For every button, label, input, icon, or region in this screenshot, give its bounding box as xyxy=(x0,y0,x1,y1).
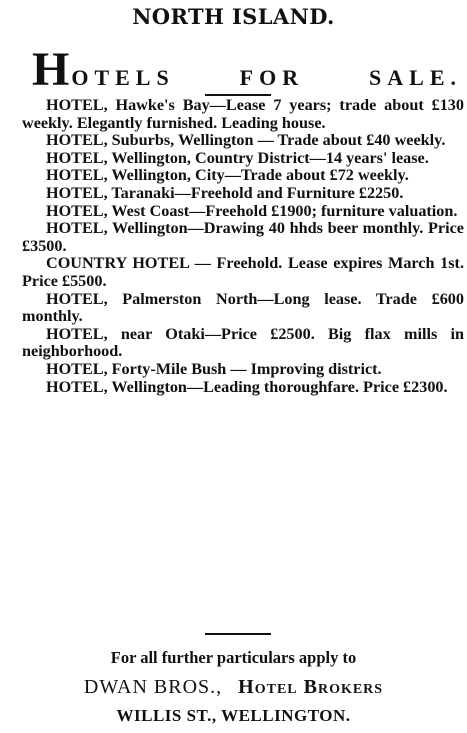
hotel-listings xyxy=(22,97,464,617)
contact-instruction: For all further particulars apply to xyxy=(110,648,357,667)
headline-word-for: FOR xyxy=(239,65,305,90)
headline-word-hotels xyxy=(32,43,175,96)
listing-item: HOTEL, Wellington—Leading thoroughfare. Price £2300. xyxy=(46,377,448,396)
headline-word-sale: SALE. xyxy=(369,65,462,90)
listing-item: HOTEL, Suburbs, Wellington — Trade about £40 weekly. xyxy=(46,131,446,150)
listing-item: HOTEL, Hawke's Bay—Lease 7 years; trade about £130 weekly. Elegantly furnished. Leading house. xyxy=(22,96,464,132)
listing-item: HOTEL, Taranaki—Freehold and Furniture £2250. xyxy=(46,183,404,202)
listing-item: HOTEL, Forty-Mile Bush — Improving district. xyxy=(46,359,382,378)
broker-address: WILLIS ST., WELLINGTON. xyxy=(116,706,351,725)
listing-item: HOTEL, Wellington, City—Trade about £72 weekly. xyxy=(46,166,409,185)
listing-item: HOTEL, West Coast—Freehold £1900; furniture valuation. xyxy=(46,201,458,220)
listing-item: COUNTRY HOTEL — Freehold. Lease expires March 1st. Price £5500. xyxy=(22,254,464,290)
listing-item: HOTEL, near Otaki—Price £2500. Big flax mills in neighborhood. xyxy=(22,324,464,361)
listing-item: HOTEL, Wellington—Drawing 40 hhds beer monthly. Price £3500. xyxy=(22,219,464,255)
section-divider xyxy=(205,633,271,635)
headline-word1-rest: OTELS xyxy=(71,65,175,90)
headline xyxy=(32,40,462,94)
broker-name: DWAN BROS., xyxy=(83,676,223,698)
region-title: NORTH ISLAND. xyxy=(132,4,335,29)
listing-item: HOTEL, Palmerston North—Long lease. Trade £600 monthly. xyxy=(22,289,464,326)
headline-initial: H xyxy=(32,43,70,96)
broker-line xyxy=(0,673,467,701)
listing-item: HOTEL, Wellington, Country District—14 years' lease. xyxy=(46,148,429,167)
broker-role: Hotel Brokers xyxy=(238,676,384,698)
